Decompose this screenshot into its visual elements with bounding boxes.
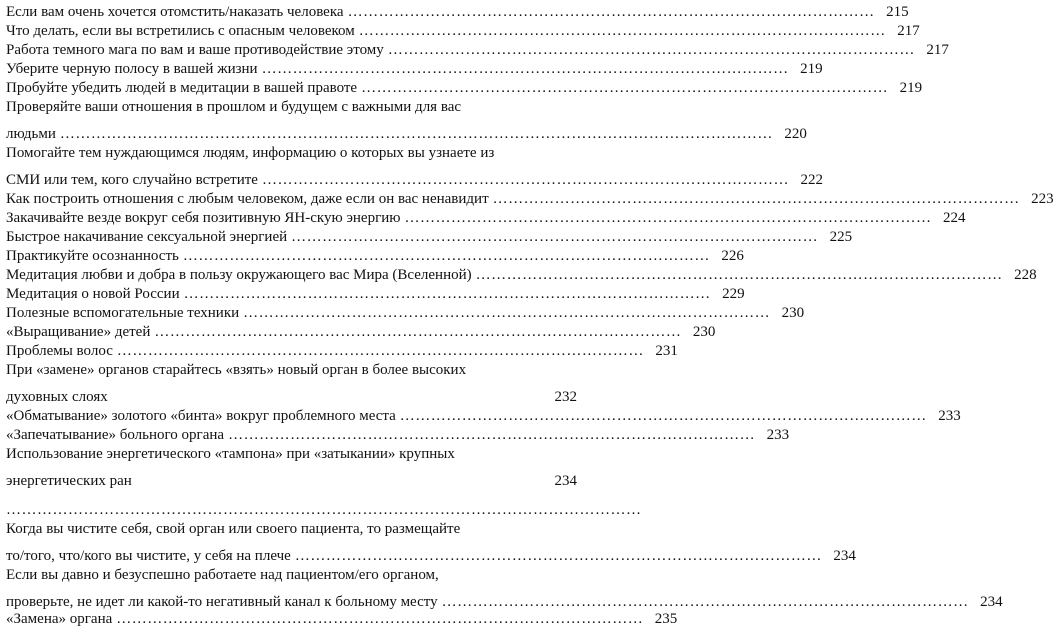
toc-entry-title: Закачивайте везде вокруг себя позитивную ЯН-скую энергию [6, 210, 401, 226]
leader-dots: ………………………………………………………………………………………… [404, 210, 932, 226]
toc-entry-page: 234 [554, 473, 577, 489]
toc-entry [6, 208, 966, 228]
leader-dots: ………………………………………………………………………………………… [291, 229, 819, 245]
toc-entry-page: 234 [980, 594, 1003, 610]
toc-entry [6, 21, 920, 41]
toc-entry-page: 219 [800, 61, 823, 77]
leader-dots-line: …………………………………………………………………………………………………………… [6, 502, 642, 518]
toc-entry-page: 224 [942, 210, 966, 226]
toc-entry-page: 220 [784, 126, 807, 142]
toc-entry-title: Если вам очень хочется отомстить/наказать человека [6, 4, 344, 20]
leader-dots: ………………………………………………………………………………………… [261, 172, 789, 188]
leader-dots: ………………………………………………………………………………………… [116, 611, 644, 627]
toc-entry-title: Помогайте тем нуждающимся людям, информацию о которых вы узнаете из [6, 145, 495, 161]
leader-dots: ………………………………………………………………………………………… [116, 343, 644, 359]
toc-entry-title: Работа темного мага по вам и ваше противодействие этому [6, 42, 384, 58]
toc-entry-continued [6, 565, 577, 585]
toc-entry-title: Когда вы чистите себя, свой орган или своего пациента, то размещайте [6, 521, 461, 537]
leader-dots: ………………………………………………………………………………………… [399, 408, 927, 424]
toc-entry-title: Уберите черную полосу в вашей жизни [6, 61, 258, 77]
toc-entry [6, 2, 909, 22]
toc-entry [6, 59, 823, 79]
toc-entry-title: Использование энергетического «тампона» при «затыкании» крупных [6, 446, 455, 462]
leader-dots: ………………………………………………………………………………………… [294, 548, 822, 564]
toc-entry-page: 231 [655, 343, 678, 359]
toc-entry [6, 322, 716, 342]
toc-entry [6, 284, 745, 304]
toc-entry-title: Проверяйте ваши отношения в прошлом и будущем с важными для вас [6, 99, 462, 115]
toc-entry-page: 217 [926, 42, 949, 58]
leader-dots: ………………………………………………………………………………………… [358, 23, 886, 39]
toc-entry-page: 219 [899, 80, 923, 96]
toc-entry [6, 425, 790, 445]
leader-dots: ………………………………………………………………………………………… [475, 267, 1003, 283]
toc-entry-page: 235 [654, 611, 678, 627]
leader-dots: ………………………………………………………………………………………… [441, 594, 969, 610]
toc-entry-page: 223 [1031, 191, 1054, 207]
leader-dots: ………………………………………………………………………………………… [182, 248, 710, 264]
toc-entry-continued [6, 143, 577, 163]
toc-entry-page: 233 [938, 408, 961, 424]
leader-dots: ………………………………………………………………………………………… [361, 80, 889, 96]
toc-entry [6, 227, 853, 247]
leader-dots: ………………………………………………………………………………………… [492, 191, 1020, 207]
toc-entry-title: «Запечатывание» больного органа [6, 427, 225, 443]
toc-entry-page: 226 [721, 248, 744, 264]
toc-entry-title: духовных слоях [6, 389, 108, 405]
toc-entry-continued [6, 360, 577, 380]
toc-entry [6, 170, 823, 190]
toc-entry-title: Медитация любви и добра в пользу окружающего вас Мира (Вселенной) [6, 267, 472, 283]
toc-entry-page: 230 [781, 305, 805, 321]
toc-entry-page: 215 [886, 4, 909, 20]
toc-entry-page: 234 [833, 548, 856, 564]
toc-entry-title: Полезные вспомогательные техники [6, 305, 240, 321]
toc-entry-page: 222 [800, 172, 823, 188]
toc-entry-title: проверьте, не идет ли какой-то негативный канал к больному месту [6, 594, 438, 610]
toc-entry [6, 406, 961, 426]
toc-entry-title: Что делать, если вы встретились с опасным человеком [6, 23, 355, 39]
toc-entry-title: Как построить отношения с любым человеком, даже если он вас ненавидит [6, 191, 489, 207]
toc-entry-title: Практикуйте осознанность [6, 248, 179, 264]
leader-dots: ………………………………………………………………………………………… [228, 427, 756, 443]
toc-entry [6, 303, 805, 323]
toc-entry-page: 228 [1014, 267, 1037, 283]
toc-entry [6, 341, 678, 361]
toc-entry-title: Медитация о новой России [6, 286, 180, 302]
toc-entry-title: Если вы давно и безуспешно работаете над пациентом/его органом, [6, 567, 439, 583]
toc-entry-page: 232 [554, 389, 577, 405]
leader-dots: ………………………………………………………………………………………… [243, 305, 771, 321]
toc-entry [6, 246, 744, 266]
toc-entry [6, 189, 1054, 209]
toc-entry [6, 471, 577, 491]
toc-entry-page: 230 [692, 324, 716, 340]
toc-entry-title: «Выращивание» детей [6, 324, 151, 340]
leader-dots: ………………………………………………………………………………………………………………………… [59, 126, 773, 142]
toc-entry-page: 225 [829, 229, 853, 245]
toc-entry-title: людьми [6, 126, 56, 142]
toc-entry-title: При «замене» органов старайтесь «взять» новый орган в более высоких [6, 362, 467, 378]
leader-dots: ………………………………………………………………………………………… [261, 61, 789, 77]
toc-entry [6, 78, 923, 98]
toc-entry-title: СМИ или тем, кого случайно встретите [6, 172, 258, 188]
toc-entry-continued [6, 519, 577, 539]
toc-entry-title: то/того, что/кого вы чистите, у себя на плече [6, 548, 291, 564]
toc-entry-title: Проблемы волос [6, 343, 113, 359]
toc-entry-title: Быстрое накачивание сексуальной энергией [6, 229, 288, 245]
toc-entry-continued [6, 97, 577, 117]
toc-entry [6, 609, 678, 629]
leader-dots: ………………………………………………………………………………………… [387, 42, 915, 58]
leader-dots: ………………………………………………………………………………………… [347, 4, 875, 20]
toc-entry-page: 233 [766, 427, 790, 443]
toc-entry-page: 229 [722, 286, 745, 302]
toc-entry-title: энергетических ран [6, 473, 132, 489]
leader-dots: ………………………………………………………………………………………… [183, 286, 711, 302]
toc-entry-page: 217 [897, 23, 920, 39]
toc-entry [6, 40, 949, 60]
toc-entry [6, 265, 1037, 285]
toc-entry-title: «Обматывание» золотого «бинта» вокруг проблемного места [6, 408, 396, 424]
toc-entry [6, 387, 577, 407]
toc-entry [6, 124, 807, 144]
toc-entry-continued [6, 444, 577, 464]
toc-entry-title: «Замена» органа [6, 611, 113, 627]
leader-dots: ………………………………………………………………………………………… [154, 324, 682, 340]
toc-entry [6, 546, 856, 566]
toc-entry-title: Пробуйте убедить людей в медитации в вашей правоте [6, 80, 358, 96]
